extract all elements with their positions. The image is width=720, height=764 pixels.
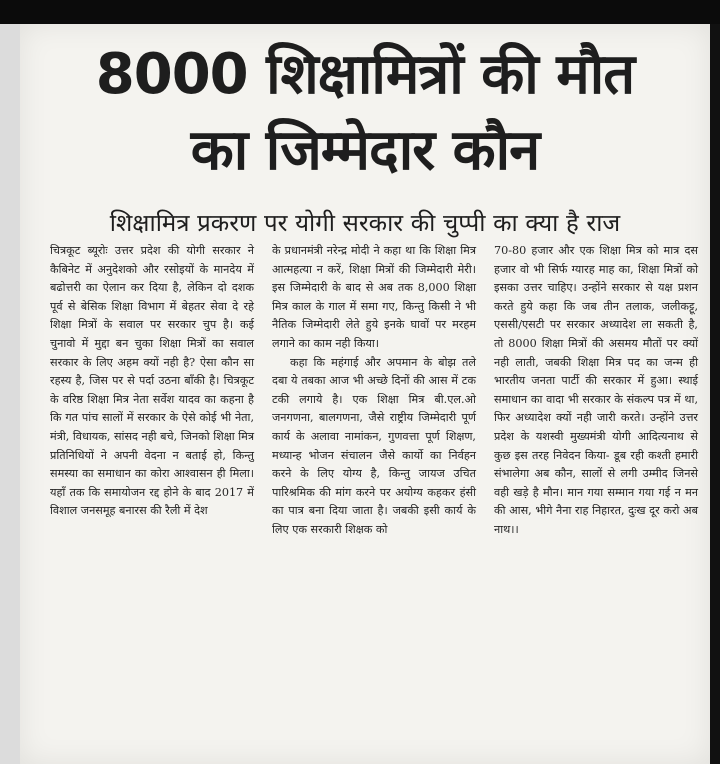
- newspaper-clipping: [20, 24, 710, 764]
- article-column-2: [272, 242, 476, 540]
- article-column-1: [50, 242, 254, 521]
- article-column-3: [494, 242, 698, 540]
- headline-line-2: का जिम्मेदार कौन: [190, 118, 540, 183]
- subheadline: शिक्षामित्र प्रकरण पर योगी सरकार की चुप्पी का क्या है राज: [109, 209, 621, 237]
- headline-line-1: 8000 शिक्षामित्रों की मौत: [95, 42, 635, 107]
- column-1-paragraph-1: चित्रकूट ब्यूरोः उत्तर प्रदेश की योगी सरकार ने कैबिनेट में अनुदेशको और रसोइयों के मानदेय में बढोत्तरी का ऐलान कर दिया है, लेकिन दो दशक पूर्व से बेसिक शिक्षा विभाग में बेहतर सेवा दे रहे शिक्षा मित्रों के सवाल पर सरकार चुप है। कई चुनावो में मुद्दा बन चुका शिक्षा मित्रों का सवाल सरकार के लिए अहम क्यों नही है? ऐसा कौन सा रहस्य है, जिस पर से पर्दा उठना बाँकी है। चित्रकूट के वरिष्ठ शिक्षा मित्र नेता सर्वेश यादव का कहना है कि गत पांच सालों में सरकार के ऐसे कोई भी नेता, मंत्री, विधायक, सांसद नही बचे, जिनको शिक्षा मित्र प्रतिनिधियों ने अपनी वेदना न बताई हो, किन्तु समस्या का समाधान का कोरा आश्वासन ही मिला। यहाँ तक कि समायोजन रद्द होने के बाद 2017 में विशाल जनसमूह बनारस की रैली में देश: [50, 244, 254, 518]
- article-body: [50, 242, 700, 762]
- column-2-paragraph-1: के प्रधानमंत्री नरेन्द्र मोदी ने कहा था कि शिक्षा मित्र आत्महत्या न करें, शिक्षा मित्रों की जिम्मेदारी मेरी। इस जिम्मेदारी के बाद से अब तक 8,000 शिक्षा मित्र काल के गाल में समा गए, किन्तु किसी ने भी नैतिक जिम्मेदारी लेते हुये इनके घावों पर मरहम लगाने का काम नही किया।: [272, 244, 476, 350]
- column-2-paragraph-2: कहा कि महंगाई और अपमान के बोझ तले दबा ये तबका आज भी अच्छे दिनों की आस में टक टकी लगाये है। एक शिक्षा मित्र बी.एल.ओ जनगणना, बालगणना, जैसे राष्ट्रीय जिम्मेदारी पूर्ण कार्य के अलावा नामांकन, गुणवत्ता पूर्ण शिक्षण, मध्यान्ह भोजन संचालन जैसे कार्यो का निर्वहन करने के लिए योग्य है, किन्तु जायज उचित पारिश्रमिक की मांग करने पर अयोग्य कहकर हंसी का पात्र बना दिया जाता है। जबकी इसी कार्य के लिए एक सरकारी शिक्षक को: [272, 355, 476, 536]
- top-bar: [0, 0, 720, 24]
- column-3-paragraph-1: 70-80 हजार और एक शिक्षा मित्र को मात्र दस हजार वो भी सिर्फ ग्यारह माह का, शिक्षा मित्रों को इसका उत्तर चाहिए। उन्होंने सरकार से यक्ष प्रशन करते हुये कहा कि जब तीन तलाक, जलीकट्टू, एससी/एसटी पर सरकार अध्यादेश ला सकती है, तो 8000 शिक्षा मित्रों की असमय मौतों पर क्यों नही लाती, जबकी शिक्षा मित्र पद का जन्म ही भारतीय जनता पार्टी की सरकार में हुआ। स्थाई समाधान का वादा भी सरकार के संकल्प पत्र में था, फिर अध्यादेश क्यों नही जारी करते। उन्होंने उत्तर प्रदेश के यशस्वी मुख्यमंत्री योगी आदित्यनाथ से कुछ इस तरह निवेदन किया- डूब रही कश्ती हमारी संभालेगा अब कौन, सालों से लगी उम्मीद जिनसे वही खड़े है मौन। मान गया सम्मान गया गई न मन की आस, भीगे नैना राह निहारत, दुःख दूर करो अब नाथ।।: [494, 244, 698, 536]
- left-edge: [0, 24, 20, 764]
